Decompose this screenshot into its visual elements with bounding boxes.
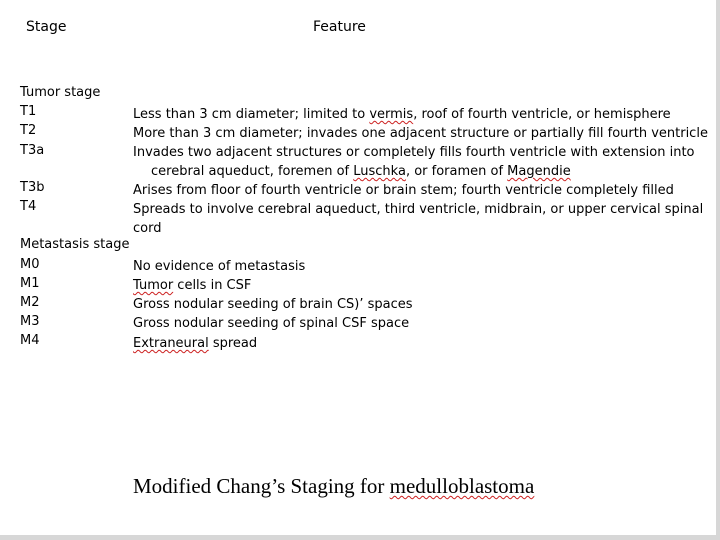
t1-feature <box>133 105 671 124</box>
m2-label: M2 <box>20 295 40 310</box>
t3a-text-a: cerebral aqueduct, foremen of <box>151 164 354 179</box>
stage-column-header: Stage <box>26 19 67 35</box>
m1-text-tumor: Tumor <box>133 278 174 293</box>
t4-feature-line1: Spreads to involve cerebral aqueduct, third ventricle, midbrain, or upper cervical spinal <box>133 202 704 217</box>
m4-label: M4 <box>20 333 40 348</box>
m0-feature: No evidence of metastasis <box>133 259 306 274</box>
feature-column-header: Feature <box>313 19 366 35</box>
m1-text-b: cells in CSF <box>173 278 252 293</box>
slide-frame-bottom <box>0 535 720 540</box>
m2-feature: Gross nodular seeding of brain CS)’ spaces <box>133 297 413 312</box>
t1-text-a: Less than 3 cm diameter; limited to <box>133 107 370 122</box>
t3a-text-magendie: Magendie <box>507 164 571 179</box>
m1-feature <box>133 276 251 295</box>
t3a-label: T3a <box>20 143 45 158</box>
t1-text-vermis: vermis <box>369 107 414 122</box>
m4-text-b: spread <box>208 336 258 351</box>
m3-feature: Gross nodular seeding of spinal CSF space <box>133 316 410 331</box>
slide-frame-right <box>716 0 720 540</box>
t3b-label: T3b <box>20 180 45 195</box>
caption-text-medulloblastoma: medulloblastoma <box>389 474 535 498</box>
metastasis-stage-heading: Metastasis stage <box>20 237 130 252</box>
caption-text-a: Modified Chang’s Staging for <box>133 474 390 498</box>
m3-label: M3 <box>20 314 40 329</box>
tumor-stage-heading: Tumor stage <box>20 85 101 100</box>
t2-feature: More than 3 cm diameter; invades one adjacent structure or partially fill fourth ventricle <box>133 126 708 141</box>
m0-label: M0 <box>20 257 40 272</box>
t4-feature-line2: cord <box>133 221 162 236</box>
t1-text-c: , roof of fourth ventricle, or hemisphere <box>413 107 671 122</box>
m1-label: M1 <box>20 276 40 291</box>
t3a-feature-line1: Invades two adjacent structures or completely fills fourth ventricle with extension into <box>133 145 695 160</box>
t3a-text-c: , or foramen of <box>405 164 508 179</box>
t2-label: T2 <box>20 123 37 138</box>
t4-label: T4 <box>20 199 37 214</box>
t3a-feature-line2 <box>151 162 571 181</box>
m4-feature <box>133 334 257 353</box>
t3b-feature: Arises from floor of fourth ventricle or brain stem; fourth ventricle completely filled <box>133 183 674 198</box>
t3a-text-luschka: Luschka <box>353 164 406 179</box>
slide-caption <box>133 474 534 499</box>
m4-text-extraneural: Extraneural <box>133 336 209 351</box>
t1-label: T1 <box>20 104 37 119</box>
